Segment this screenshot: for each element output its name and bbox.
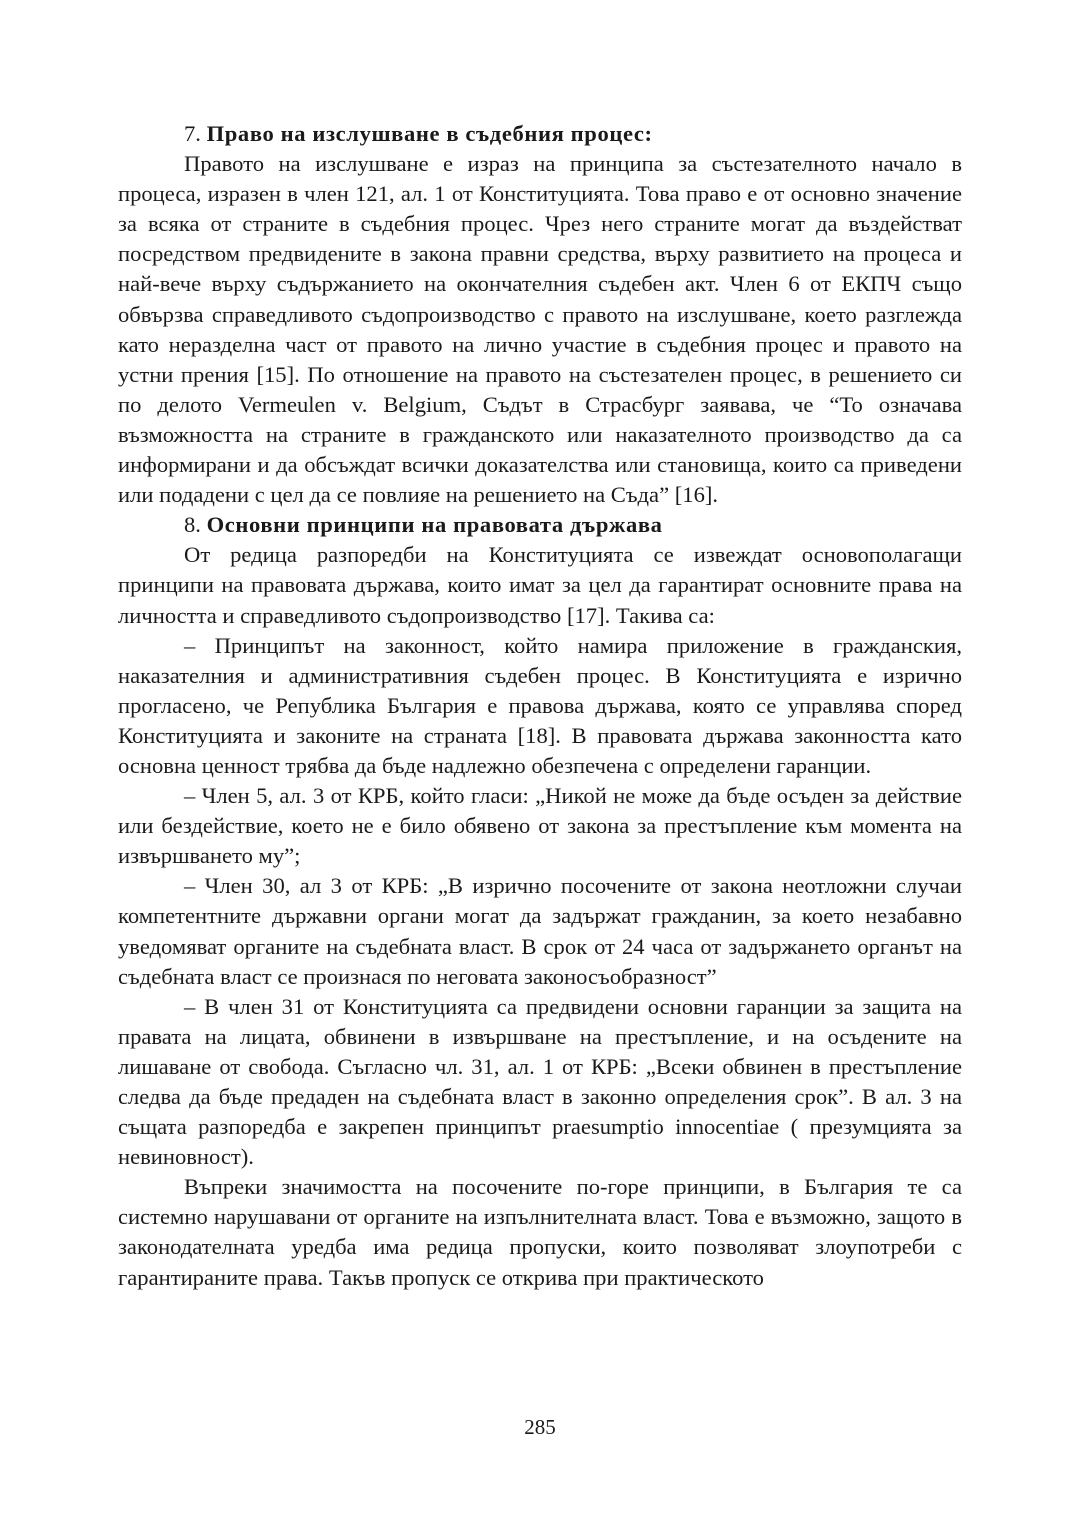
section-8-title: Основни принципи на правовата държава xyxy=(206,512,663,538)
list-item-article-5: – Член 5, ал. 3 от КРБ, който гласи: „Никой не може да бъде осъден за действие или бездействие, което не е било обявено от закона за престъпление към момента на извършването му”; xyxy=(118,783,962,869)
page-body xyxy=(118,119,962,1293)
section-8-intro: От редица разпоредби на Конституцията се извеждат основополагащи принципи на правовата държава, които имат за цел да гарантират основните права на личността и справедливото съдопроизводство [17]. Такива са: xyxy=(118,542,962,628)
section-8-heading xyxy=(118,510,962,540)
page-number: 285 xyxy=(524,1415,556,1439)
section-8-number: 8. xyxy=(184,512,207,538)
list-item-legality: – Принципът на законност, който намира приложение в гражданския, наказателния и административния съдебен процес. В Конституцията е изрично прогласено, че Република България е правова държава, която се управлява според Конституцията и законите на страната [18]. В правовата държава законността като основна ценност трябва да бъде надлежно обезпечена с определени гаранции. xyxy=(118,632,962,778)
section-7-heading xyxy=(118,119,962,149)
list-item-article-31: – В член 31 от Конституцията са предвидени основни гаранции за защита на правата на лицата, обвинени в извършване на престъпление, и на осъдените на лишаване от свобода. Съгласно чл. 31, ал. 1 от КРБ: „Всеки обвинен в престъпление следва да бъде предаден на съдебната власт в законно определения срок”. В ал. 3 на същата разпоредба е закрепен принципът praesumptio innocentiae ( презумцията за невиновност). xyxy=(118,993,962,1170)
section-7-number: 7. xyxy=(184,121,207,146)
section-7-paragraph: Правото на изслушване е израз на принципа за състезателното начало в процеса, изразен в член 121, ал. 1 от Конституцията. Това право е от основно значение за всяка от страните в съдебния процес. Чрез него страните могат да въздействат посредством предвидените в закона правни средства, върху развитието на процеса и най-вече върху съдържанието на окончателния съдебен акт. Член 6 от ЕКПЧ също обвързва справедливото съдопроизводство с правото на изслушване, което разглежда като неразделна част от правото на лично участие в съдебния процес и правото на устни прения [15]. По отношение на правото на състезателен процес, в решението си по делото Vermeulen v. Belgium, Съдът в Страсбург заявава, че “То означава възможността на страните в гражданското или наказателното производство да са информирани и да обсъждат всички доказателства или становища, които са приведени или подадени с цел да се повлияе на решението на Съда” [16]. xyxy=(118,151,962,508)
closing-paragraph: Въпреки значимостта на посочените по-горе принципи, в България те са системно нарушавани от органите на изпълнителната власт. Това е възможно, защото в законодателната уредба има редица пропуски, които позволяват злоупотреби с гарантираните права. Такъв пропуск се открива при практическото xyxy=(118,1174,962,1290)
section-7-title: Право на изслушване в съдебния процес: xyxy=(206,121,653,146)
list-item-article-30: – Член 30, ал 3 от КРБ: „В изрично посочените от закона неотложни случаи компетентните държавни органи могат да задържат гражданин, за което незабавно уведомяват органите на съдебната власт. В срок от 24 часа от задържането органът на съдебната власт се произнася по неговата законосъобразност” xyxy=(118,873,962,989)
